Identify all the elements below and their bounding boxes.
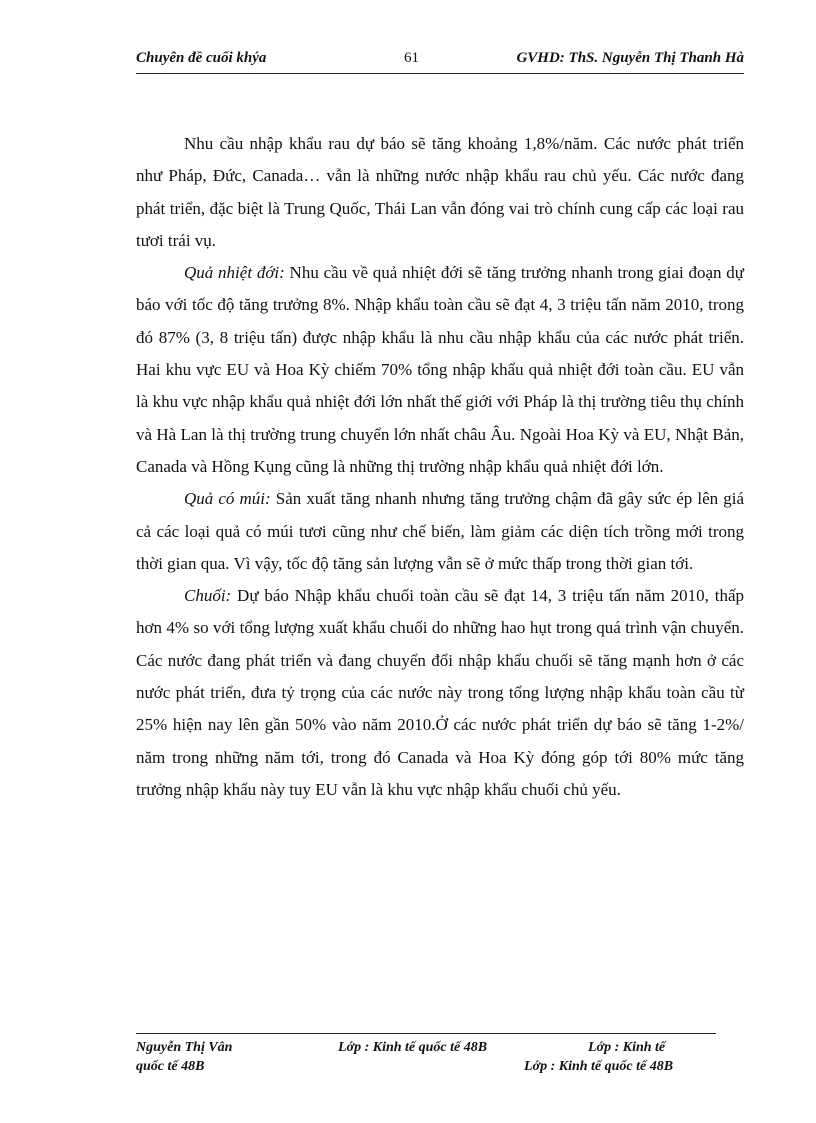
paragraph-text: Sản xuất tăng nhanh nhưng tăng trưởng chậm đã gây sức ép lên giá cả các loại quả có múi tươi cũng như chế biến, làm giảm các diện tích trồng mới trong thời gian qua. Vì vậy, tốc độ tăng sản lượng vẫn sẽ ở mức thấp trong thời gian tới. — [136, 489, 744, 573]
footer-class-right-full: Lớp : Kinh tế quốc tế 48B — [524, 1059, 674, 1074]
paragraph-text: Nhu cầu về quả nhiệt đới sẽ tăng trưởng nhanh trong giai đoạn dự báo với tốc độ tăng trưởng 8%. Nhập khẩu toàn cầu sẽ đạt 4, 3 triệu tấn năm 2010, trong đó 87% (3, 8 triệu tấn) được nhập khẩu là nhu cầu nhập khẩu của các nước phát triển. Hai khu vực EU và Hoa Kỳ chiếm 70% tổng nhập khẩu quả nhiệt đới toàn cầu. EU vẫn là khu vực nhập khẩu quả nhiệt đới lớn nhất thế giới với Pháp là thị trường tiêu thụ chính và Hà Lan là thị trường trung chuyển lớn nhất châu Âu. Ngoài Hoa Kỳ và EU, Nhật Bản, Canada và Hồng Kụng cũng là những thị trường nhập khẩu quả nhiệt đới lớn. — [136, 263, 744, 476]
paragraph-label: Quả nhiệt đới: — [184, 263, 285, 283]
footer-divider — [136, 1033, 716, 1034]
main-content — [136, 128, 744, 806]
header-document-title: Chuyên đề cuối khýa — [136, 50, 267, 66]
paragraph-vegetables — [136, 128, 744, 257]
footer-author-continued: quốc tế 48B — [136, 1059, 205, 1074]
header-page-number: 61 — [404, 50, 419, 66]
page-header — [136, 48, 744, 72]
footer-class-center: Lớp : Kinh tế quốc tế 48B — [338, 1040, 488, 1055]
paragraph-citrus — [136, 483, 744, 580]
header-divider — [136, 73, 744, 74]
paragraph-text: Nhu cầu nhập khẩu rau dự báo sẽ tăng khoảng 1,8%/năm. Các nước phát triển như Pháp, Đức, Canada… vẫn là những nước nhập khẩu rau chủ yếu. Các nước đang phát triển, đặc biệt là Trung Quốc, Thái Lan vẫn đóng vai trò chính cung cấp các loại rau tươi trái vụ. — [136, 134, 744, 250]
paragraph-tropical-fruit — [136, 257, 744, 483]
header-supervisor: GVHD: ThS. Nguyễn Thị Thanh Hà — [516, 50, 744, 66]
paragraph-label: Chuối: — [184, 586, 232, 606]
paragraph-text: Dự báo Nhập khẩu chuối toàn cầu sẽ đạt 14, 3 triệu tấn năm 2010, thấp hơn 4% so với tổng lượng xuất khẩu chuối do những hao hụt trong quá trình vận chuyển. Các nước đang phát triển và đang chuyển đổi nhập khẩu chuối sẽ tăng mạnh hơn ở các nước phát triển, đưa tỷ trọng của các nước này trong tổng lượng nhập khẩu toàn cầu từ 25% hiện nay lên gần 50% vào năm 2010.Ở các nước phát triển dự báo sẽ tăng 1-2%/ năm trong những năm tới, trong đó Canada và Hoa Kỳ đóng góp tới 80% mức tăng trưởng nhập khẩu này tuy EU vẫn là khu vực nhập khẩu chuối chủ yếu. — [136, 586, 744, 799]
paragraph-banana — [136, 580, 744, 806]
footer-class-right: Lớp : Kinh tế — [588, 1040, 666, 1055]
footer-author: Nguyễn Thị Vân — [136, 1040, 233, 1055]
paragraph-label: Quả có múi: — [184, 489, 271, 509]
